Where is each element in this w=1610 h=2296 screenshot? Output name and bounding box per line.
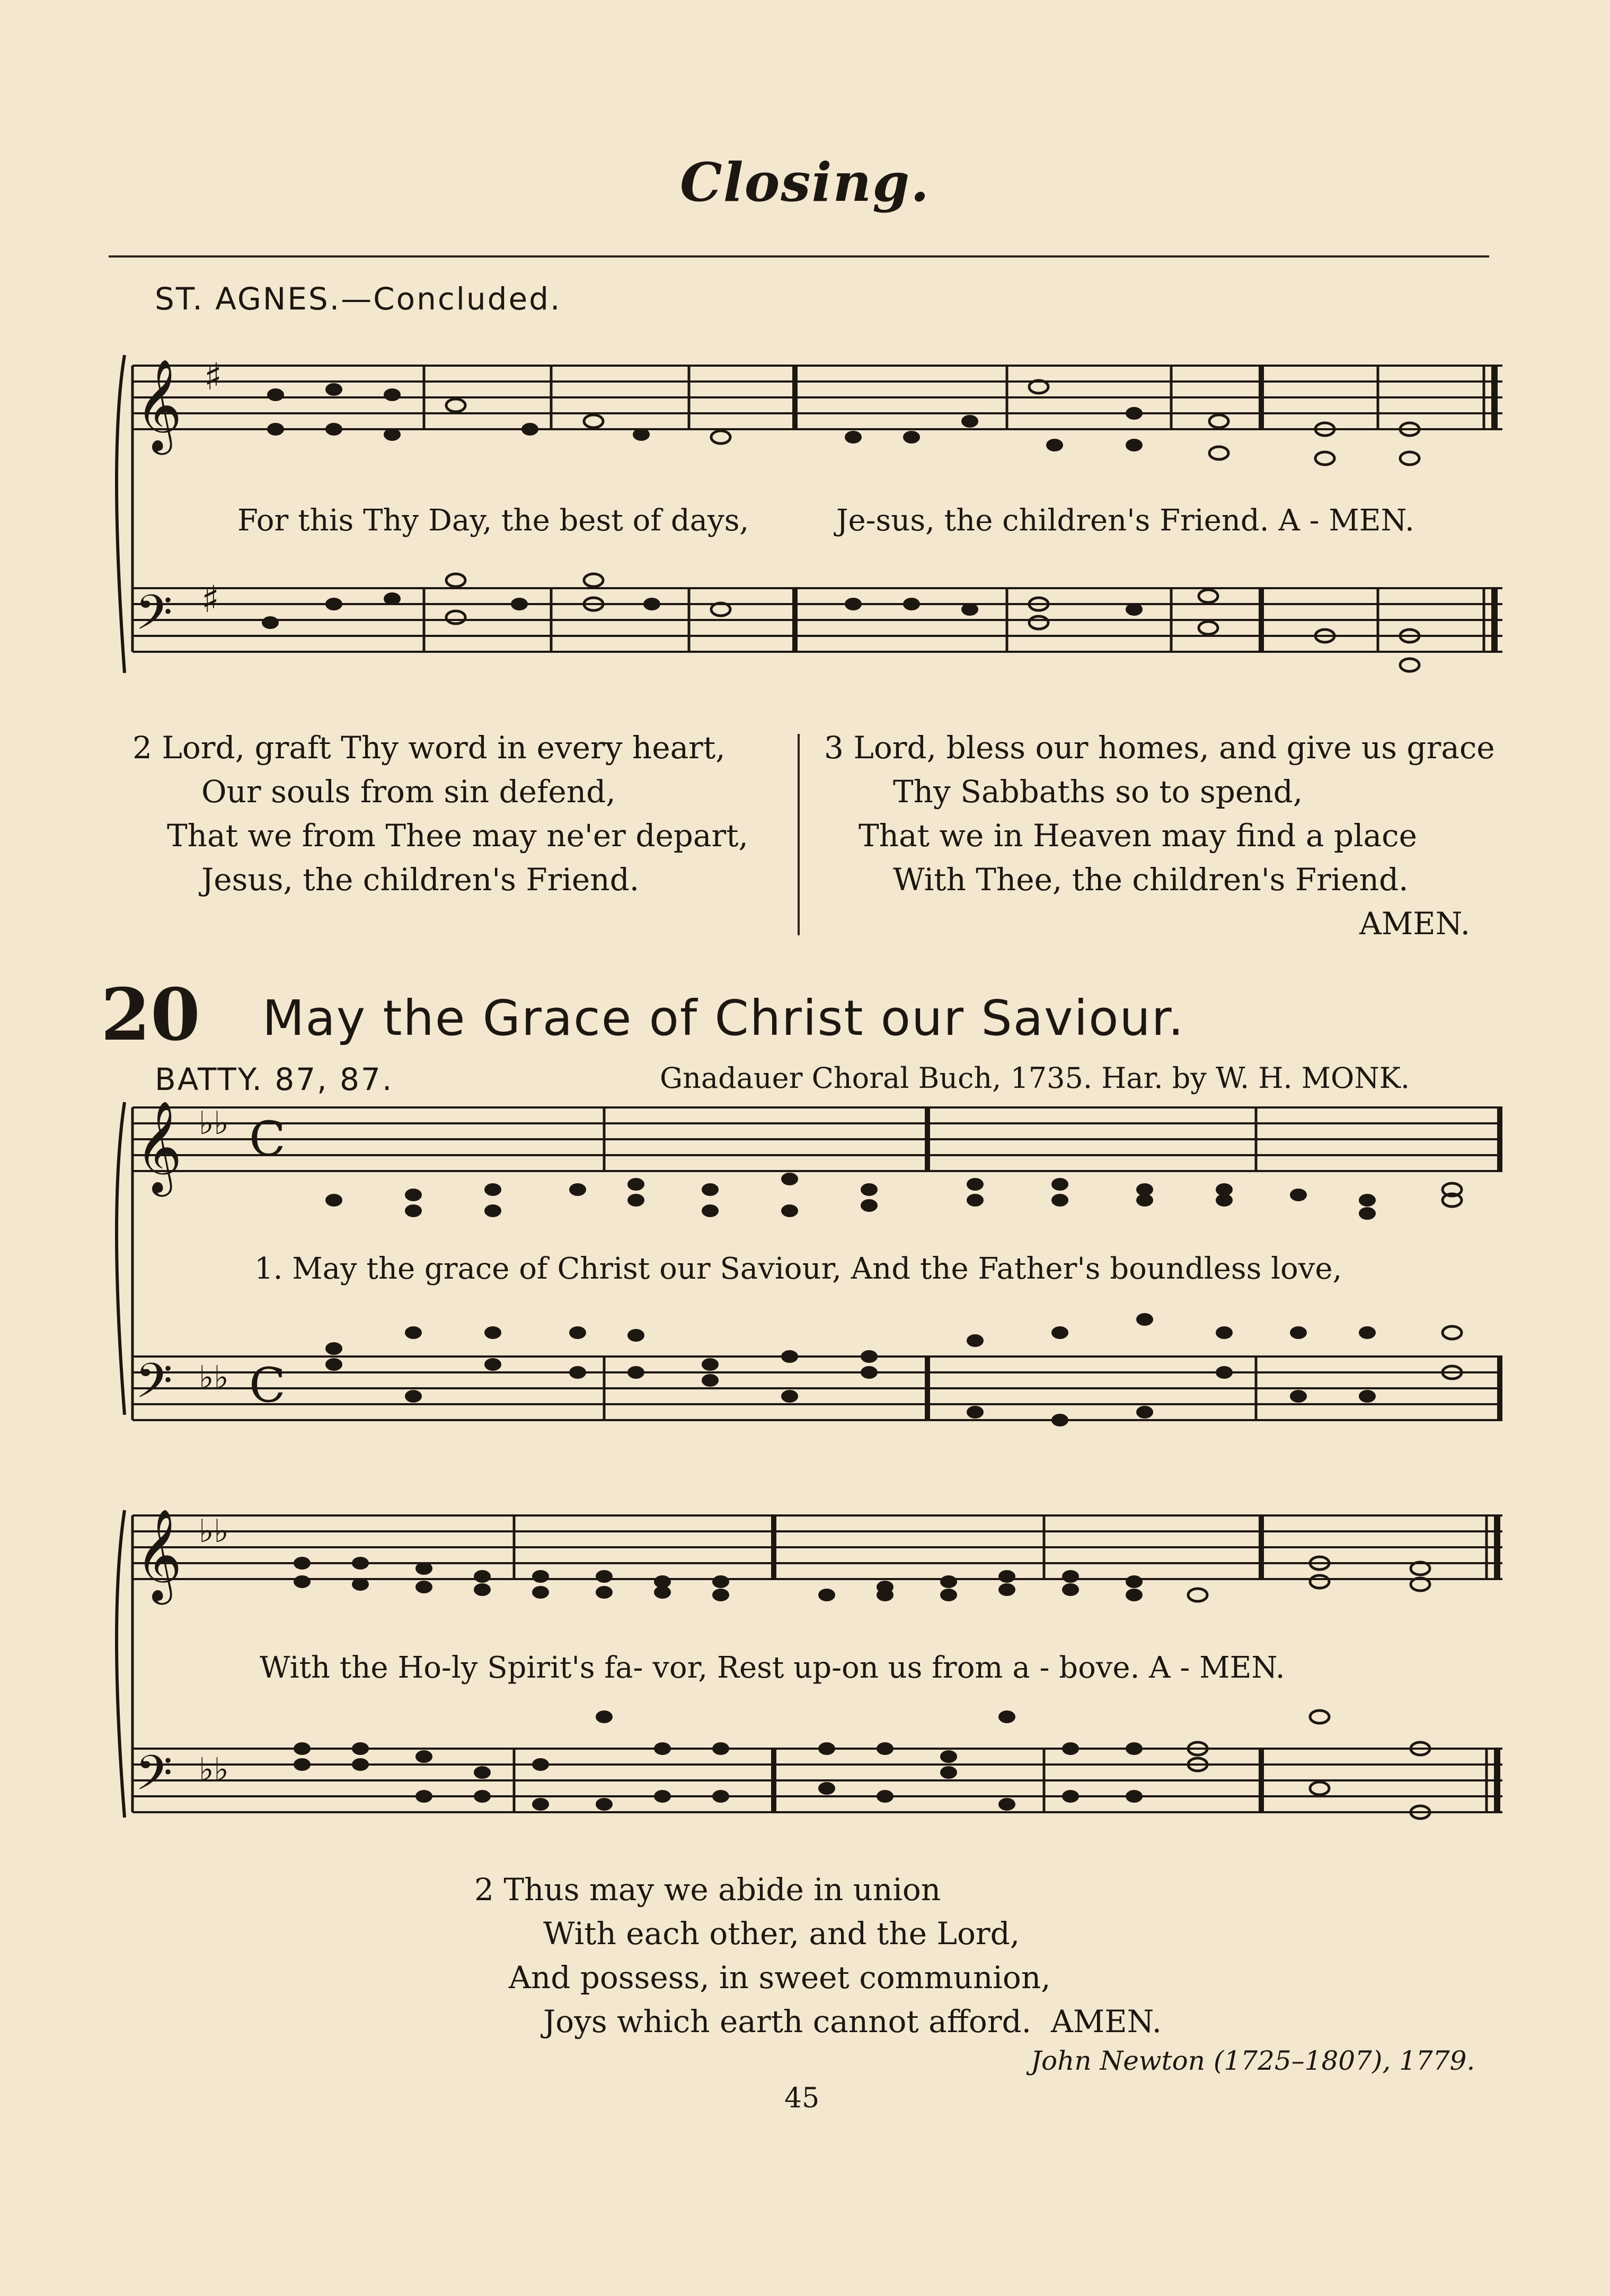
- st-agnes-lyric-1: For this Thy Day, the best of days,: [237, 503, 749, 538]
- svg-text:𝄞: 𝄞: [135, 1509, 182, 1601]
- st-agnes-treble-staff: [132, 366, 1502, 429]
- verse-line: Thy Sabbaths so to spend,: [893, 774, 1303, 810]
- svg-text:𝄢: 𝄢: [135, 1353, 173, 1421]
- verse-line: And possess, in sweet communion,: [509, 1960, 1051, 1996]
- svg-text:C: C: [249, 1358, 286, 1413]
- verse-line: That we from Thee may ne'er depart,: [167, 818, 748, 854]
- tune-name: BATTY. 87, 87.: [155, 1061, 394, 1097]
- svg-text:♭♭: ♭♭: [199, 1751, 229, 1788]
- batty-lyric-system-1: 1. May the grace of Christ our Saviour, And the Father's boundless love,: [254, 1252, 1342, 1286]
- verse-line: Jesus, the children's Friend.: [201, 862, 640, 898]
- composer-credit: Gnadauer Choral Buch, 1735. Har. by W. H. MONK.: [660, 1061, 1410, 1095]
- verse-line-text: Joys which earth cannot afford.: [543, 2004, 1032, 2040]
- batty-s2-bass-staff: [132, 1749, 1502, 1812]
- svg-text:♯: ♯: [201, 578, 219, 621]
- st-agnes-verse-2: [132, 726, 748, 902]
- verse-line: 2 Thus may we abide in union: [474, 1872, 941, 1908]
- batty-lyric-system-2: With the Ho-ly Spirit's fa- vor, Rest up-on us from a - bove. A - MEN.: [260, 1651, 1285, 1685]
- st-agnes-lyric-2: Je-sus, the children's Friend. A - MEN.: [836, 503, 1414, 538]
- svg-text:𝄞: 𝄞: [135, 1101, 182, 1193]
- verse-line: [474, 2000, 1162, 2044]
- st-agnes-header: ST. AGNES.—Concluded.: [155, 281, 562, 317]
- svg-text:C: C: [249, 1111, 286, 1167]
- svg-text:𝄞: 𝄞: [135, 359, 182, 451]
- amen: AMEN.: [1359, 906, 1471, 942]
- svg-text:♭♭: ♭♭: [199, 1359, 229, 1396]
- st-agnes-verse-3: [824, 726, 1495, 946]
- hymn-title: May the Grace of Christ our Saviour.: [262, 990, 1185, 1047]
- svg-text:𝄢: 𝄢: [135, 1745, 173, 1813]
- batty-s1-treble-staff: [132, 1107, 1502, 1171]
- svg-text:𝄢: 𝄢: [135, 584, 173, 652]
- batty-s2-treble-staff: [132, 1515, 1502, 1579]
- verse-line: 3 Lord, bless our homes, and give us grace: [824, 730, 1495, 766]
- verse-line: With each other, and the Lord,: [543, 1916, 1020, 1952]
- svg-text:♯: ♯: [204, 355, 222, 398]
- author-credit: John Newton (1725–1807), 1779.: [1031, 2045, 1475, 2076]
- hymn20-verse-2: [474, 1868, 1162, 2044]
- verse-line: With Thee, the children's Friend.: [893, 862, 1409, 898]
- verse-divider: [798, 734, 800, 935]
- st-agnes-bass-staff: [132, 588, 1502, 652]
- hymn-number: 20: [101, 972, 200, 1057]
- page-number: 45: [784, 2082, 820, 2114]
- svg-text:♭♭: ♭♭: [199, 1513, 229, 1550]
- verse-line: 2 Lord, graft Thy word in every heart,: [132, 730, 726, 766]
- svg-text:♭♭: ♭♭: [199, 1105, 229, 1142]
- section-title: Closing.: [679, 151, 930, 214]
- verse-line: Our souls from sin defend,: [201, 774, 616, 810]
- amen: AMEN.: [1051, 2004, 1162, 2040]
- verse-line: That we in Heaven may find a place: [859, 818, 1417, 854]
